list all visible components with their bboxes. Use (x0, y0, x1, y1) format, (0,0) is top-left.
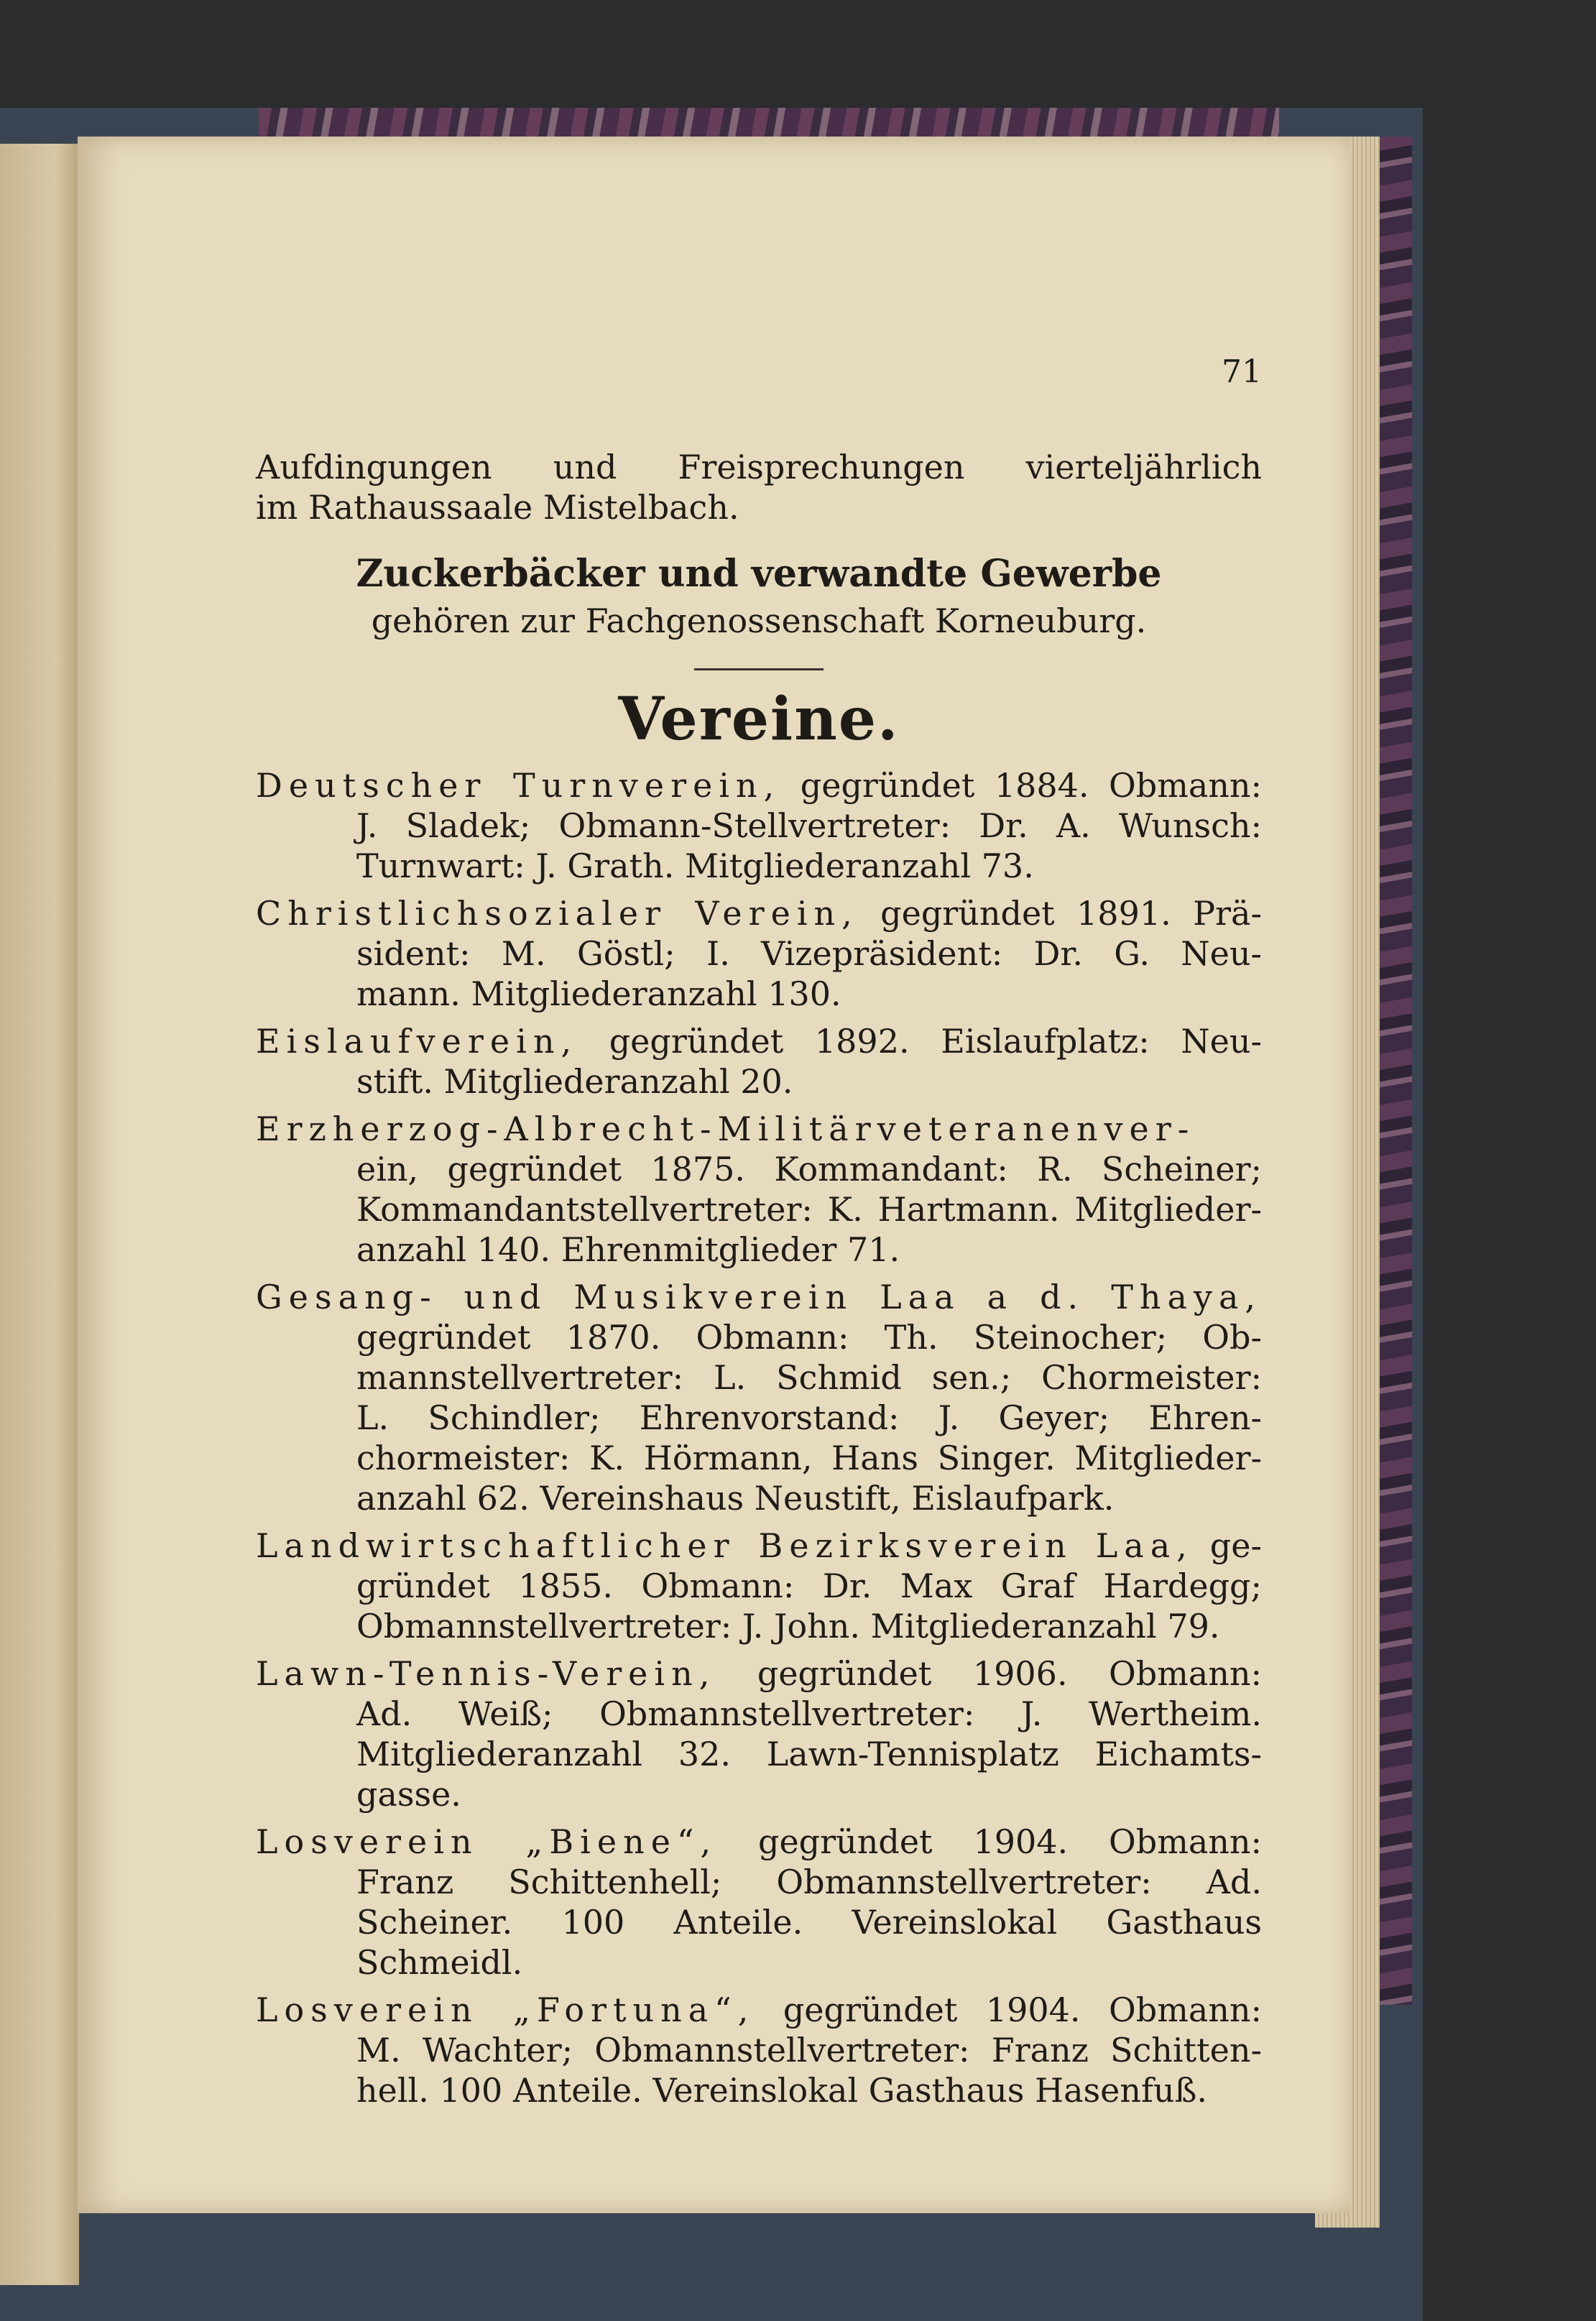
club-line: Franz Schittenhell; Obmannstellvertreter: Ad. (356, 1863, 1262, 1901)
club-line: Ad. Weiß; Obmannstellvertreter: J. Wertheim. (356, 1694, 1262, 1733)
club-text: gegründet 1906. Obmann: (757, 1654, 1262, 1693)
club-line: Mitgliederanzahl 32. Lawn-Tennisplatz Eichamts- (356, 1735, 1262, 1773)
intro-paragraph (256, 447, 1262, 527)
page-title: Vereine. (618, 685, 900, 754)
club-entry (256, 893, 1262, 1014)
club-name: Losverein „Fortuna“, (256, 1990, 755, 2029)
club-name: Christlichsozialer Verein, (256, 894, 859, 933)
club-entry (256, 1990, 1262, 2110)
club-text: gegründet 1891. Prä- (880, 894, 1262, 933)
intro-line: Aufdingungen und Freisprechungen vierteljährlich (256, 448, 1262, 486)
club-name: Gesang- und Musikverein Laa a d. Thaya, (256, 1278, 1262, 1316)
club-line: gegründet 1870. Obmann: Th. Steinocher; Ob- (356, 1318, 1262, 1357)
club-entry (256, 1653, 1262, 1814)
club-line: gründet 1855. Obmann: Dr. Max Graf Hardegg; (356, 1566, 1262, 1605)
club-text: gegründet 1904. Obmann: (783, 1990, 1262, 2029)
club-line: anzahl 140. Ehrenmitglieder 71. (356, 1230, 900, 1269)
section-heading: Zuckerbäcker und verwandte Gewerbe (356, 552, 1162, 596)
club-entry (256, 1822, 1262, 1983)
club-line: mann. Mitgliederanzahl 130. (356, 974, 841, 1013)
club-entry (256, 1526, 1262, 1646)
club-line: L. Schindler; Ehrenvorstand: J. Geyer; Ehren- (356, 1398, 1262, 1437)
club-line: Turnwart: J. Grath. Mitgliederanzahl 73. (356, 846, 1034, 885)
club-line: M. Wachter; Obmannstellvertreter: Franz Schitten- (356, 2031, 1262, 2069)
club-line: mannstellvertreter: L. Schmid sen.; Chormeister: (356, 1358, 1262, 1397)
club-line: Scheiner. 100 Anteile. Vereinslokal Gasthaus (356, 1903, 1262, 1942)
club-name: Losverein „Biene“, (256, 1822, 718, 1861)
club-line: Schmeidl. (356, 1943, 523, 1982)
club-entry (256, 1109, 1262, 1270)
club-line: J. Sladek; Obmann-Stellvertreter: Dr. A. Wunsch: (356, 806, 1262, 845)
club-text: gegründet 1892. Eislaufplatz: Neu- (609, 1022, 1262, 1061)
club-line: ein, gegründet 1875. Kommandant: R. Scheiner; (356, 1150, 1262, 1189)
club-text: gegründet 1884. Obmann: (800, 766, 1262, 805)
club-line: stift. Mitgliederanzahl 20. (356, 1062, 793, 1101)
club-name: Eislaufverein, (256, 1022, 578, 1061)
club-name: Deutscher Turnverein, (256, 766, 781, 805)
club-line: chormeister: K. Hörmann, Hans Singer. Mitglieder- (356, 1439, 1262, 1477)
club-entry (256, 1277, 1262, 1518)
club-entry (256, 1021, 1262, 1102)
club-name: Lawn-Tennis-Verein, (256, 1654, 716, 1693)
club-line: gasse. (356, 1775, 461, 1814)
club-line: Kommandantstellvertreter: K. Hartmann. Mitglieder- (356, 1190, 1262, 1229)
book-page (78, 137, 1350, 2213)
club-text: gegründet 1904. Obmann: (758, 1822, 1262, 1861)
club-entry (256, 765, 1262, 886)
club-line: Obmannstellvertreter: J. John. Mitgliederanzahl 79. (356, 1607, 1220, 1646)
page-text (256, 352, 1262, 2110)
divider-rule (694, 668, 824, 670)
club-name: Erzherzog-Albrecht-Militärveteranenver- (256, 1109, 1196, 1148)
section-subheading: gehören zur Fachgenossenschaft Korneuburg. (371, 601, 1147, 640)
club-name: Landwirtschaftlicher Bezirksverein Laa, (256, 1526, 1194, 1565)
intro-line: im Rathaussaale Mistelbach. (256, 488, 739, 527)
club-line: hell. 100 Anteile. Vereinslokal Gasthaus Hasenfuß. (356, 2071, 1207, 2110)
facing-page-edge (0, 144, 79, 2285)
club-line: sident: M. Göstl; I. Vizepräsident: Dr. G. Neu- (356, 934, 1262, 973)
club-text: ge- (1209, 1526, 1262, 1565)
page-number: 71 (1222, 354, 1262, 390)
club-line: anzahl 62. Vereinshaus Neustift, Eislaufpark. (356, 1479, 1115, 1518)
